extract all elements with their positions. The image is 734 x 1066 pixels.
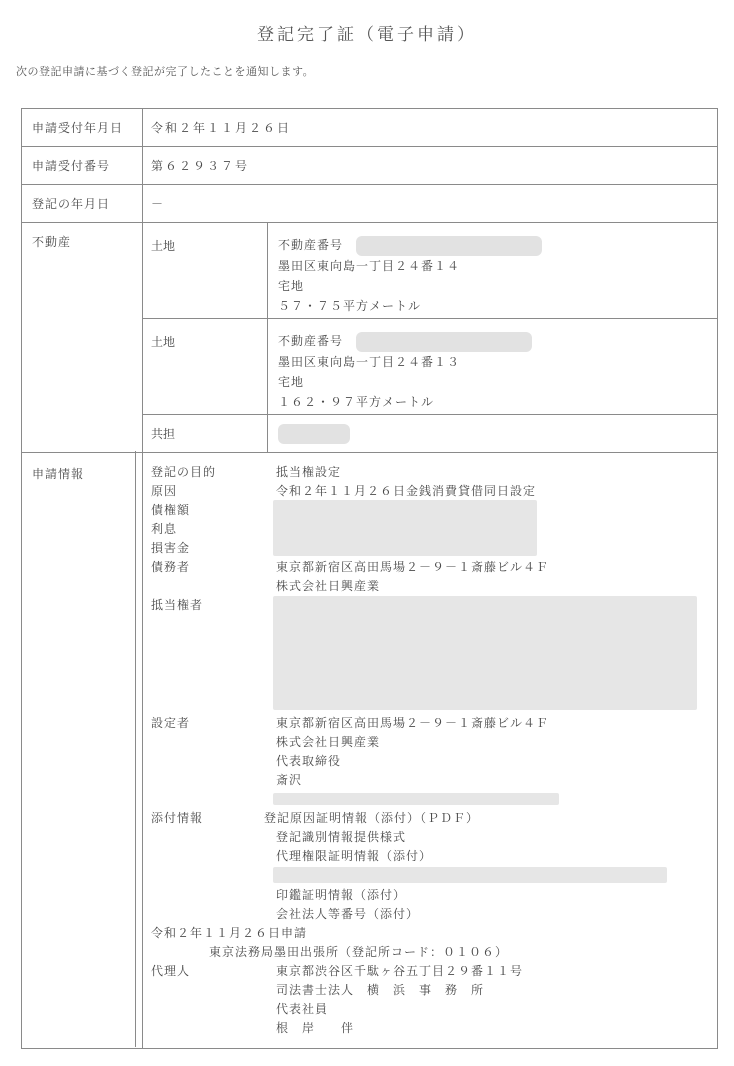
property-1-detail bbox=[268, 223, 718, 319]
setter-rep-title: 代表取締役 bbox=[276, 754, 342, 768]
property-1-area: ５７・７５平方メートル bbox=[278, 298, 422, 313]
agent-label: 代理人 bbox=[151, 964, 191, 978]
debtor-address: 東京都新宿区高田馬場２－９－１斎藤ビル４Ｆ bbox=[276, 560, 550, 574]
joint-label: 共担 bbox=[143, 415, 268, 453]
attach-3: 代理権限証明情報（添付） bbox=[276, 849, 433, 863]
attach-label: 添付情報 bbox=[151, 811, 204, 825]
apply-date: 令和２年１１月２６日申請 bbox=[151, 926, 308, 940]
column-divider bbox=[135, 451, 136, 1047]
registry-office: 東京法務局墨田出張所（登記所コード：０１０６） bbox=[209, 945, 509, 959]
property-2-area: １６２・９７平方メートル bbox=[278, 394, 435, 409]
table-row bbox=[22, 109, 718, 147]
purpose-label: 登記の目的 bbox=[151, 465, 217, 479]
agent-office: 司法書士法人 横 浜 事 務 所 bbox=[276, 983, 485, 997]
agent-rep-title: 代表社員 bbox=[276, 1002, 329, 1016]
damages-label: 損害金 bbox=[151, 541, 191, 555]
application-label: 申請情報 bbox=[22, 453, 143, 1049]
receipt-date-label: 申請受付年月日 bbox=[22, 109, 143, 147]
property-2-type: 土地 bbox=[143, 319, 268, 415]
redaction-block bbox=[273, 793, 559, 805]
redaction bbox=[356, 236, 542, 256]
property-1-category: 宅地 bbox=[278, 278, 305, 293]
attach-1: 登記原因証明情報（添付）（ＰＤＦ） bbox=[264, 811, 480, 825]
reg-date-label: 登記の年月日 bbox=[22, 185, 143, 223]
cause-label: 原因 bbox=[151, 484, 178, 498]
application-body bbox=[143, 453, 717, 1048]
joint-value bbox=[268, 415, 718, 453]
property-2-category: 宅地 bbox=[278, 374, 305, 389]
table-row bbox=[22, 185, 718, 223]
table-row bbox=[22, 223, 718, 319]
certificate-table bbox=[21, 108, 718, 1049]
cause-value: 令和２年１１月２６日金銭消費貸借同日設定 bbox=[276, 484, 537, 498]
interest-label: 利息 bbox=[151, 522, 178, 536]
receipt-no-label: 申請受付番号 bbox=[22, 147, 143, 185]
agent-rep-name: 根 岸 伴 bbox=[276, 1021, 355, 1035]
receipt-no-value: 第６２９３７号 bbox=[143, 147, 718, 185]
attach-2: 登記識別情報提供様式 bbox=[276, 830, 407, 844]
setter-rep-name: 斎沢 bbox=[276, 773, 303, 787]
application-cell bbox=[143, 453, 718, 1049]
debtor-label: 債務者 bbox=[151, 560, 191, 574]
debt-label: 債権額 bbox=[151, 503, 191, 517]
reg-date-value: － bbox=[143, 185, 718, 223]
property-1-no-label: 不動産番号 bbox=[278, 238, 344, 252]
purpose-value: 抵当権設定 bbox=[276, 465, 342, 479]
property-label: 不動産 bbox=[22, 223, 143, 453]
mortgagee-label: 抵当権者 bbox=[151, 598, 204, 612]
attach-5: 会社法人等番号（添付） bbox=[276, 907, 420, 921]
redaction bbox=[278, 424, 350, 444]
redaction bbox=[356, 332, 532, 352]
setter-company: 株式会社日興産業 bbox=[276, 735, 381, 749]
table-row bbox=[22, 453, 718, 1049]
property-1-type: 土地 bbox=[143, 223, 268, 319]
redaction-block bbox=[273, 596, 697, 710]
attach-4: 印鑑証明情報（添付） bbox=[276, 888, 407, 902]
debtor-name: 株式会社日興産業 bbox=[276, 579, 381, 593]
setter-address: 東京都新宿区高田馬場２－９－１斎藤ビル４Ｆ bbox=[276, 716, 550, 730]
document-title: 登記完了証（電子申請） bbox=[257, 25, 477, 45]
property-1-address: 墨田区東向島一丁目２４番１４ bbox=[278, 258, 461, 273]
property-2-detail bbox=[268, 319, 718, 415]
property-2-address: 墨田区東向島一丁目２４番１３ bbox=[278, 354, 461, 369]
receipt-date-value: 令和２年１１月２６日 bbox=[143, 109, 718, 147]
redaction-block bbox=[273, 500, 537, 556]
intro-text: 次の登記申請に基づく登記が完了したことを通知します。 bbox=[16, 65, 315, 78]
property-2-no-label: 不動産番号 bbox=[278, 334, 344, 348]
agent-address: 東京都渋谷区千駄ヶ谷五丁目２９番１１号 bbox=[276, 964, 524, 978]
redaction-block bbox=[273, 867, 667, 883]
setter-label: 設定者 bbox=[151, 716, 191, 730]
table-row bbox=[22, 147, 718, 185]
